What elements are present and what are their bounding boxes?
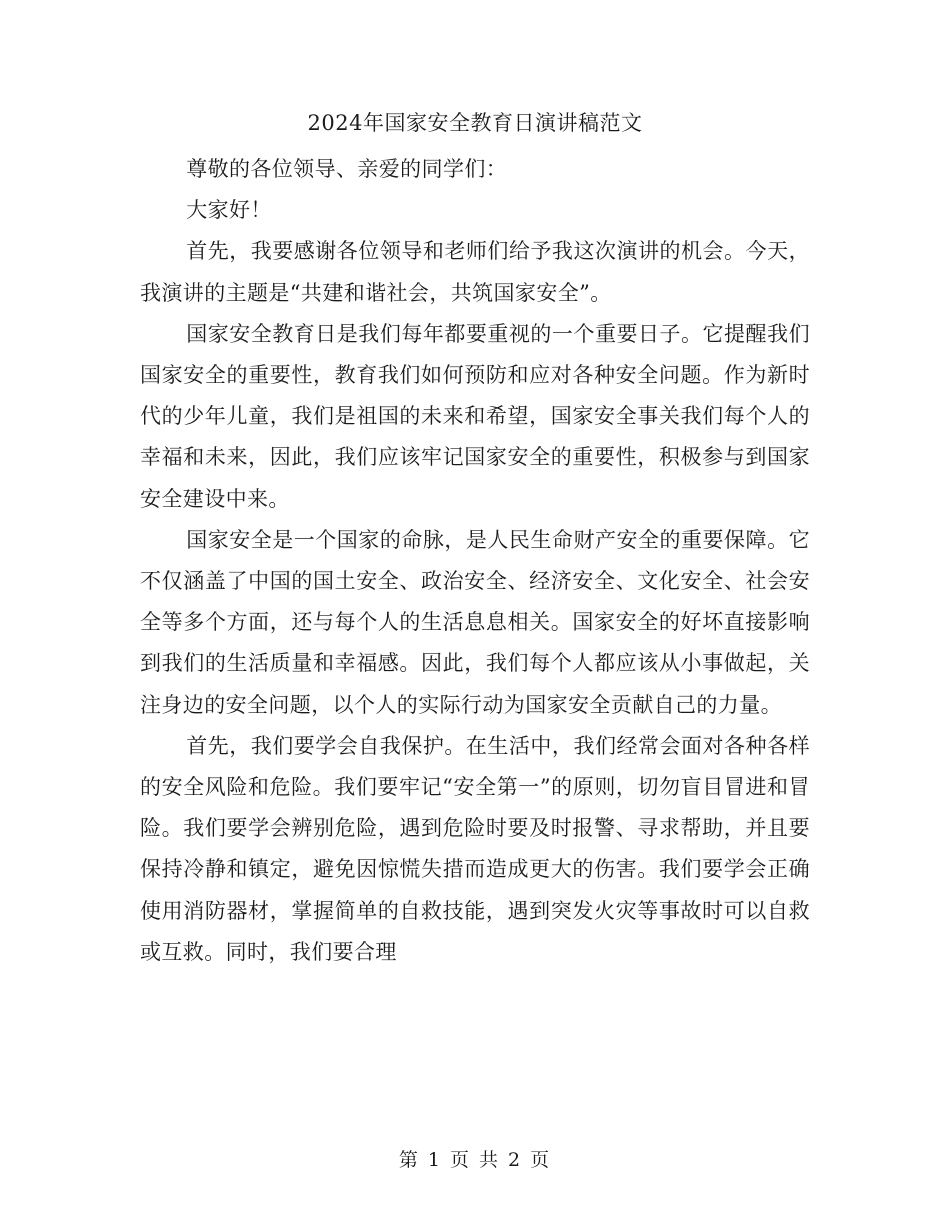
document-title: 2024年国家安全教育日演讲稿范文 (307, 111, 643, 135)
paragraph-intro: 首先，我要感谢各位领导和老师们给予我这次演讲的机会。今天，我演讲的主题是“共建和谐社会，共筑国家安全”。 (140, 239, 810, 305)
page-number-footer: 第 1 页 共 2 页 (398, 1149, 552, 1171)
paragraph-education-day: 国家安全教育日是我们每年都要重视的一个重要日子。它提醒我们国家安全的重要性，教育我们如何预防和应对各种安全问题。作为新时代的少年儿童，我们是祖国的未来和希望，国家安全事关我们每个人的幸福和未来，因此，我们应该牢记国家安全的重要性，积极参与到国家安全建设中来。 (140, 321, 810, 511)
greeting: 大家好！ (186, 198, 272, 223)
salutation: 尊敬的各位领导、亲爱的同学们： (186, 157, 508, 181)
document-body (140, 149, 810, 973)
paragraph-national-security: 国家安全是一个国家的命脉，是人民生命财产安全的重要保障。它不仅涵盖了中国的国土安全、政治安全、经济安全、文化安全、社会安全等多个方面，还与每个人的生活息息相关。国家安全的好坏直接影响到我们的生活质量和幸福感。因此，我们每个人都应该从小事做起，关注身边的安全问题，以个人的实际行动为国家安全贡献自己的力量。 (140, 527, 810, 717)
paragraph-self-protection: 首先，我们要学会自我保护。在生活中，我们经常会面对各种各样的安全风险和危险。我们要牢记“安全第一”的原则，切勿盲目冒进和冒险。我们要学会辨别危险，遇到危险时要及时报警、寻求帮助，并且要保持冷静和镇定，避免因惊慌失措而造成更大的伤害。我们要学会正确使用消防器材，掌握简单的自救技能，遇到突发火灾等事故时可以自救或互救。同时，我们要合理 (140, 733, 810, 964)
